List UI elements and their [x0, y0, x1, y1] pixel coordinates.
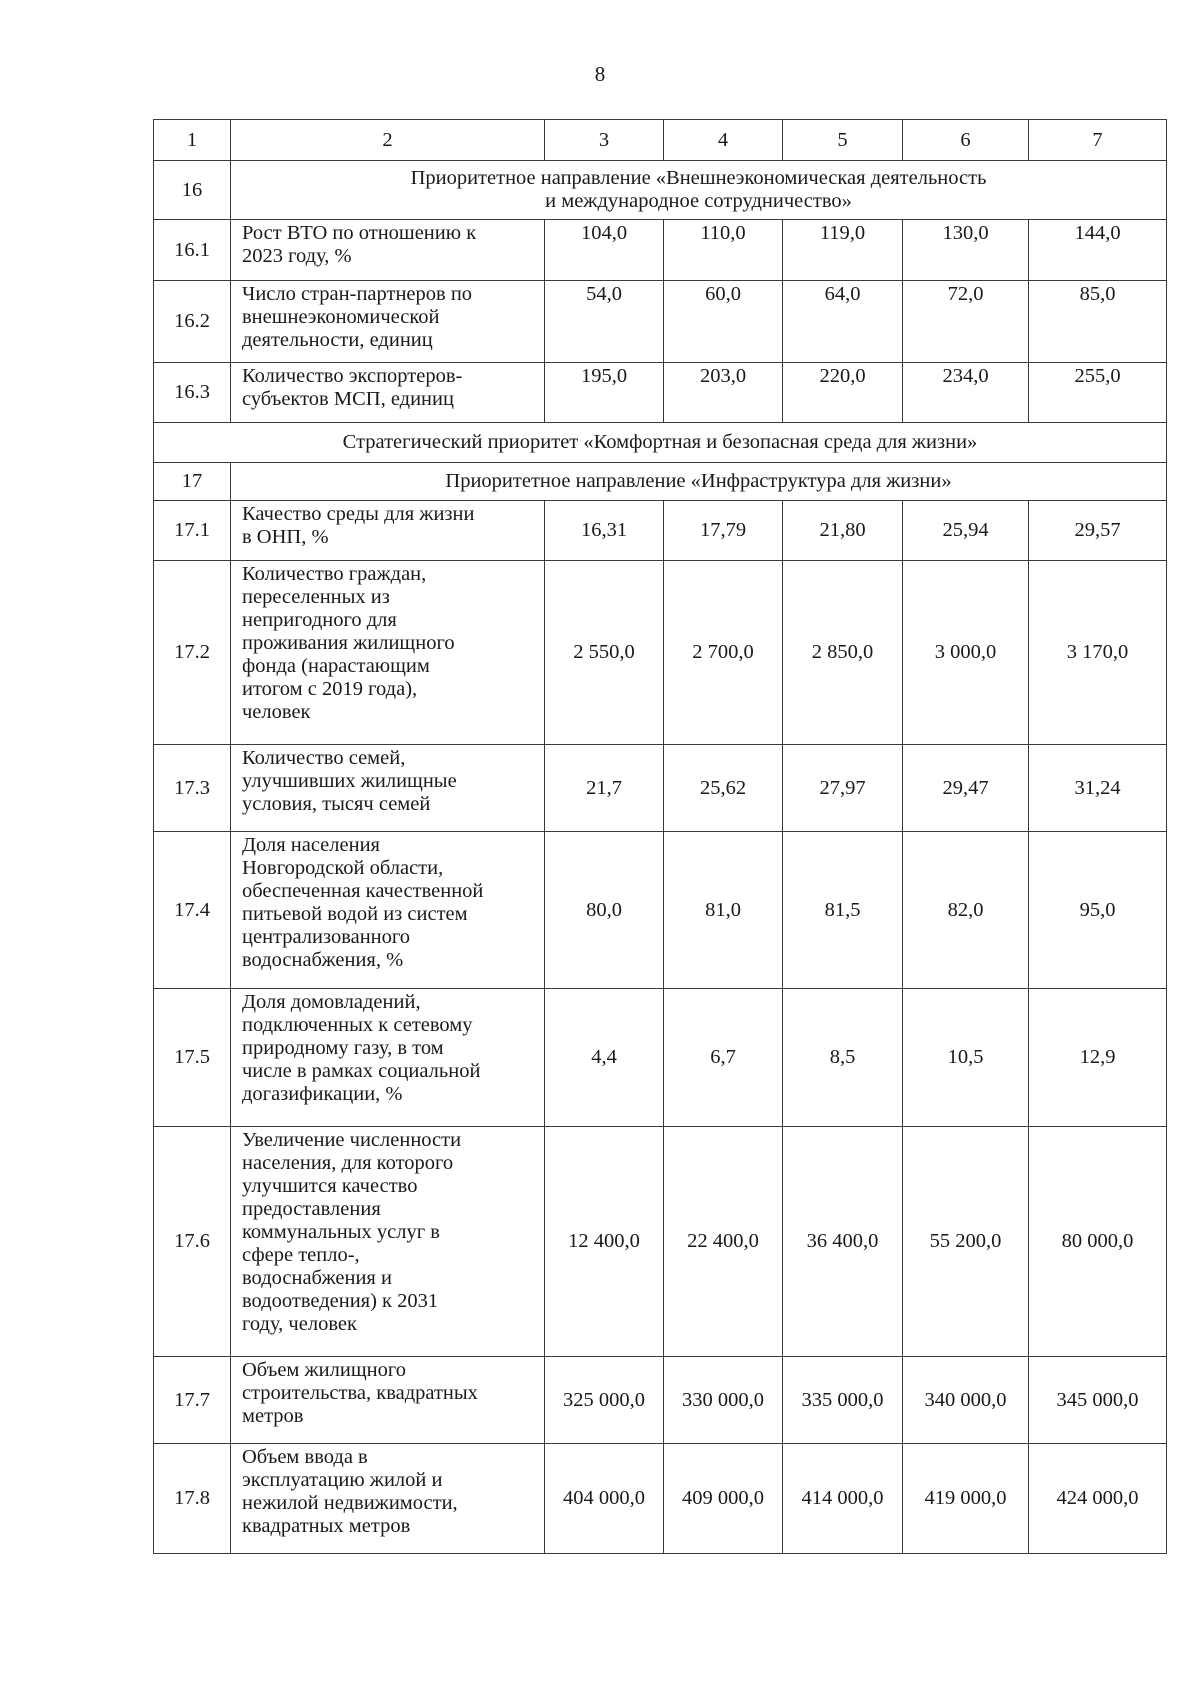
cell-text-line: строительства, квадратных: [242, 1382, 478, 1404]
cell-text-line: нежилой недвижимости,: [242, 1492, 458, 1514]
indicator-value: 12,9: [1029, 989, 1167, 1127]
cell-text-line: метров: [242, 1405, 304, 1427]
indicator-value: 85,0: [1029, 281, 1167, 363]
row-number: 17.5: [154, 989, 231, 1127]
row-number: 17.2: [154, 561, 231, 745]
cell-text-line: фонда (нарастающим: [242, 655, 430, 677]
indicator-name: [231, 745, 545, 832]
indicator-value: 54,0: [545, 281, 664, 363]
page-number: 8: [594, 62, 606, 86]
indicator-value: 195,0: [545, 363, 664, 423]
indicator-value: 409 000,0: [664, 1444, 783, 1554]
strategic-priority-title: [154, 423, 1167, 463]
cell-text-line: 2023 году, %: [242, 245, 352, 267]
cell-text-line: улучшивших жилищные: [242, 770, 457, 792]
indicator-value: 80,0: [545, 832, 664, 989]
table-row: [154, 1444, 1167, 1554]
table-row: [154, 1357, 1167, 1444]
indicators-table: [153, 119, 1167, 1554]
column-header: 7: [1029, 120, 1167, 161]
row-number: 17.7: [154, 1357, 231, 1444]
cell-text-line: деятельности, единиц: [242, 329, 433, 351]
row-number: 17.4: [154, 832, 231, 989]
cell-text-line: водоснабжения, %: [242, 949, 404, 971]
column-number-header-row: [154, 120, 1167, 161]
indicator-value: 130,0: [903, 220, 1029, 281]
table-row: [154, 832, 1167, 989]
cell-text-line: непригодного для: [242, 609, 397, 631]
indicator-value: 234,0: [903, 363, 1029, 423]
indicator-value: 72,0: [903, 281, 1029, 363]
cell-text-line: Количество семей,: [242, 747, 406, 769]
table-row: [154, 745, 1167, 832]
table-row: [154, 281, 1167, 363]
indicator-value: 110,0: [664, 220, 783, 281]
indicator-value: 325 000,0: [545, 1357, 664, 1444]
indicator-value: 81,0: [664, 832, 783, 989]
indicator-value: 3 170,0: [1029, 561, 1167, 745]
indicator-name: [231, 501, 545, 561]
cell-text-line: Приоритетное направление «Внешнеэкономическая деятельность: [410, 167, 987, 189]
cell-text-line: Рост ВТО по отношению к: [242, 222, 477, 244]
cell-text-line: и международное сотрудничество»: [545, 190, 852, 212]
indicator-name: [231, 989, 545, 1127]
cell-text-line: Объем ввода в: [242, 1446, 368, 1468]
cell-text-line: числе в рамках социальной: [242, 1060, 481, 1082]
table-row: [154, 363, 1167, 423]
cell-text-line: Качество среды для жизни: [242, 503, 475, 525]
row-number: 16: [154, 161, 231, 220]
indicator-value: 27,97: [783, 745, 903, 832]
indicator-value: 21,80: [783, 501, 903, 561]
indicator-name: [231, 281, 545, 363]
cell-text-line: эксплуатацию жилой и: [242, 1469, 443, 1491]
indicator-value: 29,57: [1029, 501, 1167, 561]
indicator-value: 31,24: [1029, 745, 1167, 832]
table-body: [154, 120, 1167, 1554]
indicator-value: 144,0: [1029, 220, 1167, 281]
column-header: 2: [231, 120, 545, 161]
indicator-value: 25,62: [664, 745, 783, 832]
cell-text-line: Доля домовладений,: [242, 991, 421, 1013]
indicator-value: 16,31: [545, 501, 664, 561]
indicator-value: 95,0: [1029, 832, 1167, 989]
indicator-value: 17,79: [664, 501, 783, 561]
indicator-value: 29,47: [903, 745, 1029, 832]
priority-direction-title: [231, 463, 1167, 501]
indicator-value: 22 400,0: [664, 1127, 783, 1357]
cell-text-line: населения, для которого: [242, 1152, 454, 1174]
indicator-value: 330 000,0: [664, 1357, 783, 1444]
indicator-value: 404 000,0: [545, 1444, 664, 1554]
column-header: 5: [783, 120, 903, 161]
indicator-value: 6,7: [664, 989, 783, 1127]
indicator-value: 340 000,0: [903, 1357, 1029, 1444]
indicator-value: 255,0: [1029, 363, 1167, 423]
indicator-value: 2 550,0: [545, 561, 664, 745]
row-number: 16.2: [154, 281, 231, 363]
indicator-value: 8,5: [783, 989, 903, 1127]
cell-text-line: Новгородской области,: [242, 857, 444, 879]
indicator-value: 12 400,0: [545, 1127, 664, 1357]
strategic-priority-row: [154, 423, 1167, 463]
cell-text-line: условия, тысяч семей: [242, 793, 431, 815]
row-number: 17.8: [154, 1444, 231, 1554]
cell-text-line: переселенных из: [242, 586, 390, 608]
row-number: 16.1: [154, 220, 231, 281]
indicator-value: 81,5: [783, 832, 903, 989]
indicator-value: 335 000,0: [783, 1357, 903, 1444]
cell-text-line: итогом с 2019 года),: [242, 678, 418, 700]
table-row: [154, 989, 1167, 1127]
cell-text-line: Стратегический приоритет «Комфортная и безопасная среда для жизни»: [342, 431, 978, 453]
column-header: 3: [545, 120, 664, 161]
cell-text-line: Число стран-партнеров по: [242, 283, 473, 305]
indicator-value: 203,0: [664, 363, 783, 423]
cell-text-line: году, человек: [242, 1313, 357, 1335]
cell-text-line: догазификации, %: [242, 1083, 403, 1105]
cell-text-line: Объем жилищного: [242, 1359, 407, 1381]
cell-text-line: проживания жилищного: [242, 632, 455, 654]
indicator-value: 414 000,0: [783, 1444, 903, 1554]
row-number: 17: [154, 463, 231, 501]
cell-text-line: водоотведения) к 2031: [242, 1290, 439, 1312]
indicator-name: [231, 220, 545, 281]
indicator-value: 4,4: [545, 989, 664, 1127]
indicator-value: 55 200,0: [903, 1127, 1029, 1357]
cell-text-line: подключенных к сетевому: [242, 1014, 473, 1036]
indicator-name: [231, 363, 545, 423]
indicator-value: 3 000,0: [903, 561, 1029, 745]
cell-text-line: коммунальных услуг в: [242, 1221, 440, 1243]
indicator-value: 419 000,0: [903, 1444, 1029, 1554]
row-number: 17.6: [154, 1127, 231, 1357]
indicator-value: 2 850,0: [783, 561, 903, 745]
indicator-name: [231, 1444, 545, 1554]
cell-text-line: в ОНП, %: [242, 526, 329, 548]
cell-text-line: предоставления: [242, 1198, 381, 1220]
column-header: 4: [664, 120, 783, 161]
table-row: [154, 501, 1167, 561]
cell-text-line: Увеличение численности: [242, 1129, 462, 1151]
row-number: 17.3: [154, 745, 231, 832]
indicator-name: [231, 1357, 545, 1444]
cell-text-line: Количество экспортеров-: [242, 365, 463, 387]
indicator-value: 82,0: [903, 832, 1029, 989]
cell-text-line: Приоритетное направление «Инфраструктура для жизни»: [445, 470, 952, 492]
cell-text-line: квадратных метров: [242, 1515, 411, 1537]
priority-direction-row: [154, 161, 1167, 220]
indicator-value: 64,0: [783, 281, 903, 363]
table-row: [154, 561, 1167, 745]
indicator-value: 25,94: [903, 501, 1029, 561]
indicator-value: 220,0: [783, 363, 903, 423]
column-header: 1: [154, 120, 231, 161]
indicator-value: 424 000,0: [1029, 1444, 1167, 1554]
cell-text-line: субъектов МСП, единиц: [242, 388, 454, 410]
indicator-value: 80 000,0: [1029, 1127, 1167, 1357]
indicator-value: 119,0: [783, 220, 903, 281]
table-row: [154, 1127, 1167, 1357]
row-number: 16.3: [154, 363, 231, 423]
cell-text-line: улучшится качество: [242, 1175, 418, 1197]
indicator-value: 21,7: [545, 745, 664, 832]
cell-text-line: внешнеэкономической: [242, 306, 440, 328]
indicator-value: 60,0: [664, 281, 783, 363]
cell-text-line: обеспеченная качественной: [242, 880, 484, 902]
column-header: 6: [903, 120, 1029, 161]
indicator-name: [231, 832, 545, 989]
table-row: [154, 220, 1167, 281]
cell-text-line: сфере тепло-,: [242, 1244, 360, 1266]
priority-direction-row: [154, 463, 1167, 501]
cell-text-line: Доля населения: [242, 834, 380, 856]
cell-text-line: природному газу, в том: [242, 1037, 444, 1059]
indicator-value: 10,5: [903, 989, 1029, 1127]
cell-text-line: человек: [242, 701, 311, 723]
indicator-value: 345 000,0: [1029, 1357, 1167, 1444]
cell-text-line: централизованного: [242, 926, 411, 948]
indicator-name: [231, 561, 545, 745]
cell-text-line: питьевой водой из систем: [242, 903, 468, 925]
priority-direction-title: [231, 161, 1167, 220]
cell-text-line: Количество граждан,: [242, 563, 427, 585]
indicator-value: 104,0: [545, 220, 664, 281]
row-number: 17.1: [154, 501, 231, 561]
indicator-value: 2 700,0: [664, 561, 783, 745]
indicator-name: [231, 1127, 545, 1357]
cell-text-line: водоснабжения и: [242, 1267, 392, 1289]
indicator-value: 36 400,0: [783, 1127, 903, 1357]
